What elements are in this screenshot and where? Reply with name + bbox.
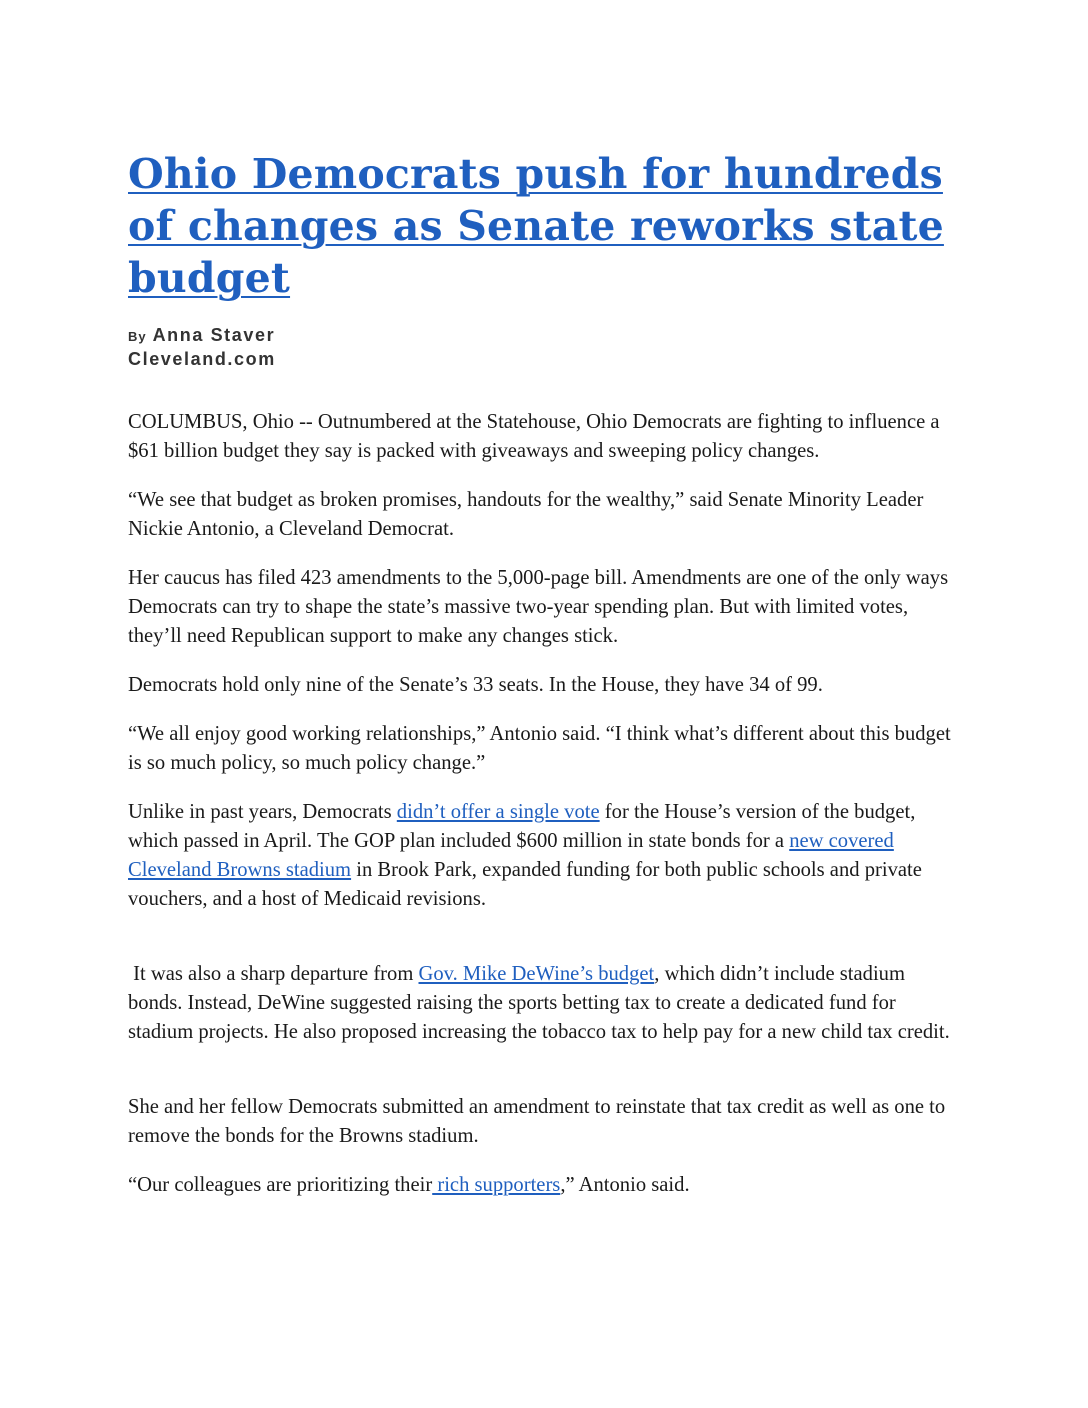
paragraph-2: “We see that budget as broken promises, handouts for the wealthy,” said Senate Minority Leader Nickie Antonio, a Cleveland Democrat. [128,489,924,540]
byline-author-line [128,324,960,348]
paragraph-7-text-2: , which didn’t include stadium bonds. Instead, DeWine suggested raising the sports betting tax to create a dedicated fund for stadium projects. He also proposed increasing the tobacco tax to help pay for a new child tax credit. [128,963,950,1043]
paragraph-9-text-1: “Our colleagues are prioritizing their [128,1174,433,1196]
outlet-name: Cleveland.com [128,349,276,369]
article [128,148,960,1220]
paragraph-6-text-1: Unlike in past years, Democrats [128,801,397,823]
paragraph-3: Her caucus has filed 423 amendments to the 5,000-page bill. Amendments are one of the only ways Democrats can try to shape the state’s massive two-year spending plan. But with limited votes, they’ll need Republican support to make any changes stick. [128,567,949,647]
article-body [128,408,960,1200]
paragraph-7 [128,960,960,1047]
paragraph-1: COLUMBUS, Ohio -- Outnumbered at the Statehouse, Ohio Democrats are fighting to influence a $61 billion budget they say is packed with giveaways and sweeping policy changes. [128,411,940,462]
paragraph-4: Democrats hold only nine of the Senate’s 33 seats. In the House, they have 34 of 99. [128,674,823,696]
headline-link[interactable]: Ohio Democrats push for hundreds of changes as Senate reworks state budget [128,150,944,302]
paragraph-6 [128,798,960,914]
byline-prefix: By [128,329,147,344]
paragraph-9 [128,1171,960,1200]
headline [128,148,960,304]
paragraph-6-text-2: for the House’s version of the budget, which passed in April. The GOP plan included $600 million in state bonds for a [128,801,916,852]
link-browns-stadium[interactable]: new covered Cleveland Browns stadium [128,830,894,881]
link-rich-supporters[interactable]: rich supporters [432,1174,561,1196]
paragraph-5: “We all enjoy good working relationships,” Antonio said. “I think what’s different about this budget is so much policy, so much policy change.” [128,723,951,774]
paragraph-9-text-2: ,” Antonio said. [560,1174,690,1196]
paragraph-6-text-3: in Brook Park, expanded funding for both public schools and private vouchers, and a host of Medicaid revisions. [128,859,922,910]
author-name: Anna Staver [152,325,276,345]
link-single-vote[interactable]: didn’t offer a single vote [396,801,600,823]
byline [128,324,960,371]
link-dewine-budget[interactable]: Gov. Mike DeWine’s budget [418,963,655,985]
paragraph-7-text-1: It was also a sharp departure from [128,963,419,985]
paragraph-8: She and her fellow Democrats submitted an amendment to reinstate that tax credit as well as one to remove the bonds for the Browns stadium. [128,1096,946,1147]
